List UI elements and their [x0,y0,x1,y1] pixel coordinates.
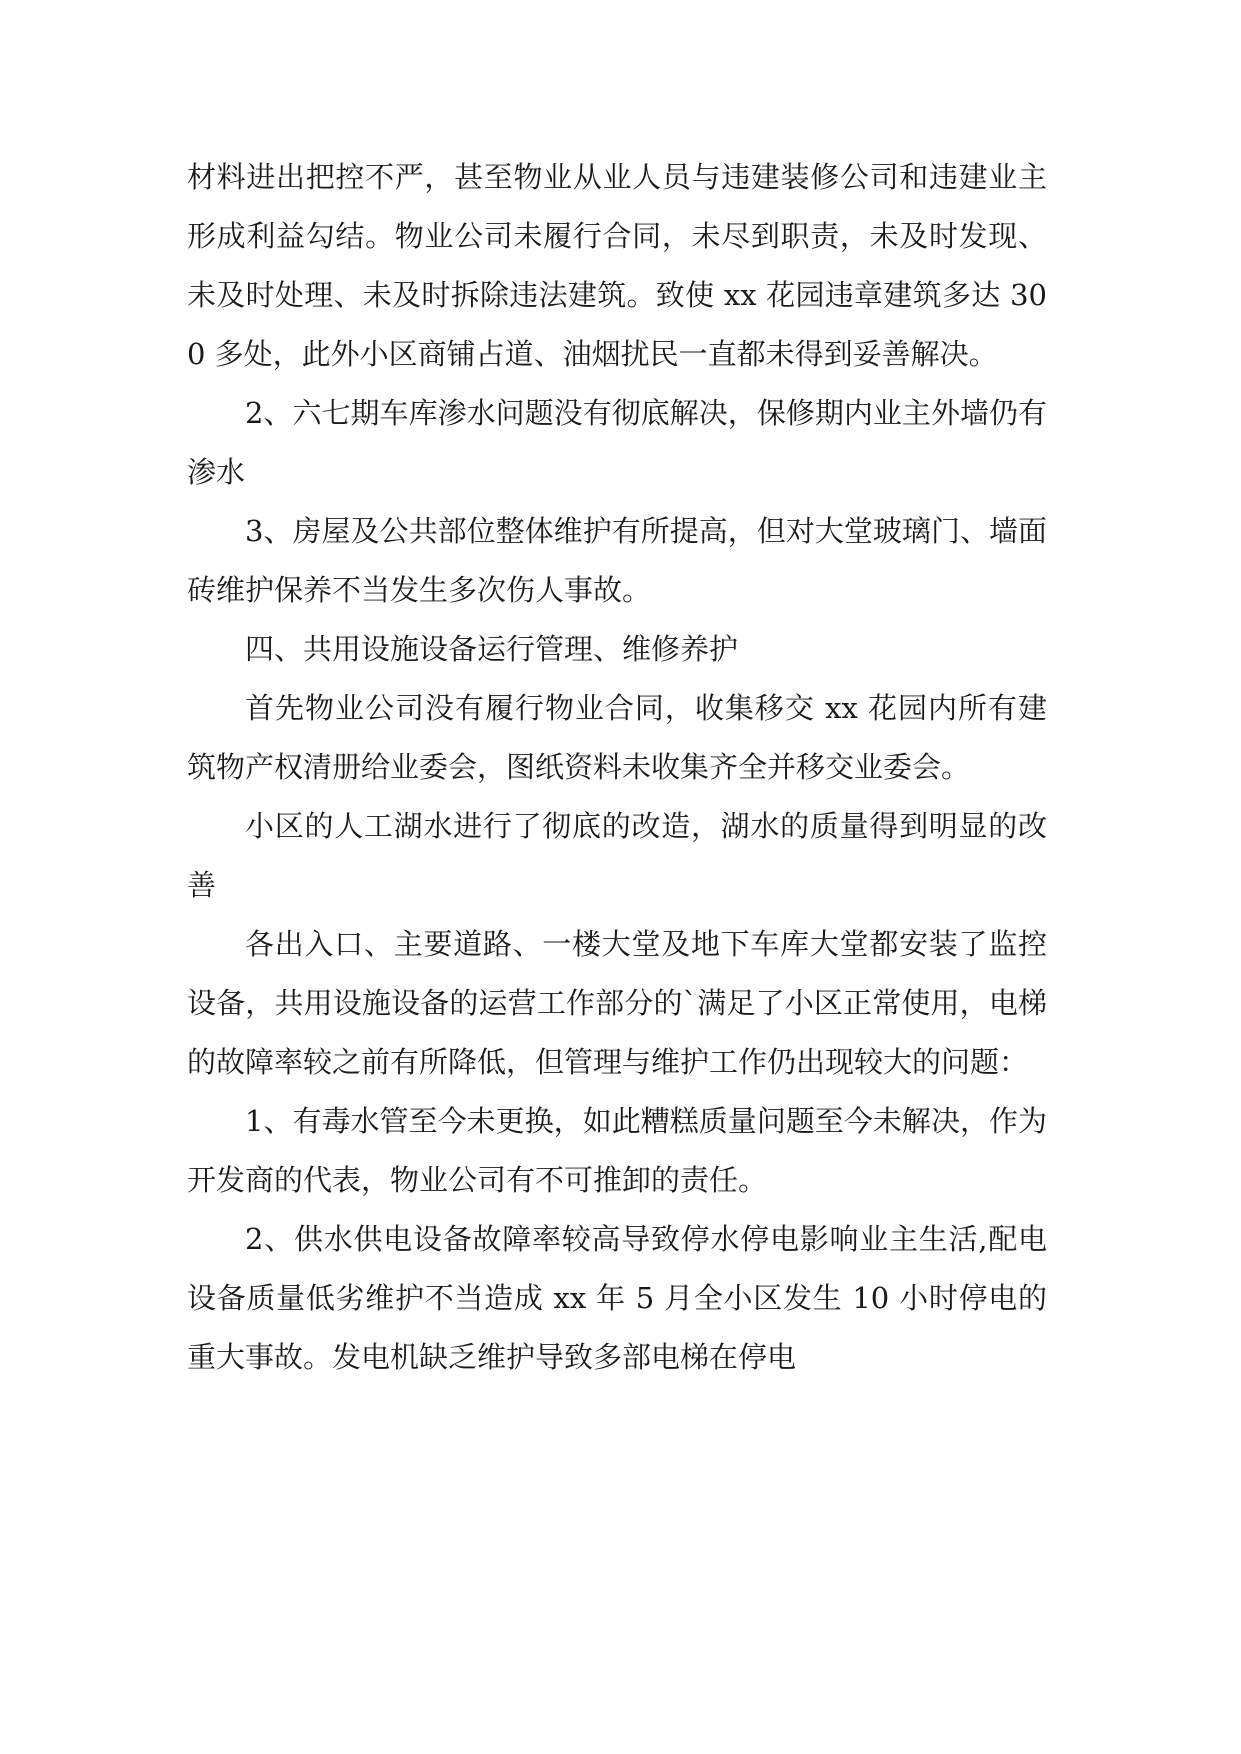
document-body [187,148,1047,1387]
paragraph-item-1-water-pipes: 1、有毒水管至今未更换，如此糟糕质量问题至今未解决，作为开发商的代表，物业公司有不可推卸的责任。 [187,1104,1047,1197]
section-heading-facilities: 四、共用设施设备运行管理、维修养护 [245,632,739,666]
paragraph-lake-renovation: 小区的人工湖水进行了彻底的改造，湖水的质量得到明显的改善 [187,809,1047,902]
paragraph-item-2-garage-leak: 2、六七期车库渗水问题没有彻底解决，保修期内业主外墙仍有渗水 [187,396,1047,489]
paragraph-monitoring-equipment: 各出入口、主要道路、一楼大堂及地下车库大堂都安装了监控设备，共用设施设备的运营工作部分的`满足了小区正常使用，电梯的故障率较之前有所降低，但管理与维护工作仍出现较大的问题： [187,927,1047,1079]
paragraph-property-records: 首先物业公司没有履行物业合同，收集移交 xx 花园内所有建筑物产权清册给业委会，图纸资料未收集齐全并移交业委会。 [187,691,1047,784]
paragraph-item-2-power-outage: 2、供水供电设备故障率较高导致停水停电影响业主生活,配电设备质量低劣维护不当造成 xx 年 5 月全小区发生 10 小时停电的重大事故。发电机缺乏维护导致多部电梯在停电 [187,1222,1047,1374]
paragraph-violations: 材料进出把控不严，甚至物业从业人员与违建装修公司和违建业主形成利益勾结。物业公司未履行合同，未尽到职责，未及时发现、未及时处理、未及时拆除违法建筑。致使 xx 花园违章建筑多达 300 多处，此外小区商铺占道、油烟扰民一直都未得到妥善解决。 [187,160,1047,371]
paragraph-item-3-maintenance: 3、房屋及公共部位整体维护有所提高，但对大堂玻璃门、墙面砖维护保养不当发生多次伤人事故。 [187,514,1047,607]
